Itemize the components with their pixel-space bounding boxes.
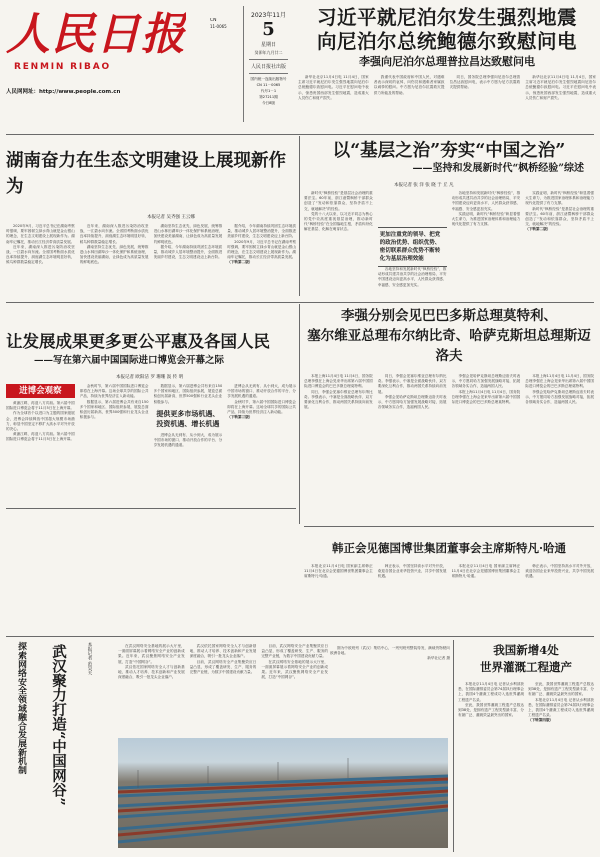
li-qiang-col-2: 同日，李强会见塞尔维亚总理布尔纳比奇。李强表示，中塞是全面战略伙伴，双方要深化互利合作，推动两国关系持续向前发展。 李强会见哈萨克斯坦总理斯迈洛夫时表示，中方愿同哈方加强发展战略对接，拓展各领域务实合作，造福两国人民。 [377,374,447,410]
divider-v-heritage [453,640,454,852]
fengqiao-col-4: 实践证明，新时代“枫桥经验”彰显着强大生命力，为推进国家治理体系和治理能力现代化提供了有力支撑。 新时代“枫桥经验”是基层社会治理的重要法宝。60年前，浙江诸暨枫桥干部群众创造了“发动和依靠群众，坚持矛盾不上交，就地解决”的经验。 （下转第二版） [525,191,594,232]
photo-credit: 新华社记者 摄 [427,656,450,661]
divider-v-mid [299,136,300,296]
train-tracks-graphic [118,738,448,848]
ciie-col-3: 数据显示，第六届进博会共有来自150多个国家和地区、国际组织参展，展览总面积创历届新高，世界500强和行业龙头企业积极参与。 提供更多市场机遇、投资机遇、增长机遇 进博会从无到有、从小到大，成为展示中国市场的窗口、推动开放合作的平台、分享发展机遇的通道。 [153,384,223,448]
li-qiang-title-1[interactable]: 李强分别会见巴巴多斯总理莫特利、 [341,308,557,324]
german-title[interactable]: 韩正会见德国博世集团董事会主席斯特凡·哈通 [331,541,566,555]
heritage-title-1[interactable]: 我国新增4处 [493,643,559,657]
hunan-story [6,140,296,300]
lead-col-3: 同日，国务院总理李强向尼泊尔总理普拉昌达致慰问电，表示中方愿为尼方抗震救灾提供帮助。 [449,75,521,90]
publisher: 人民日报社出版 [250,63,286,70]
photo-caption: 图为中欧班列（武汉）集结中心，一列列班列整装待发，满载货物驶向欧洲各地。 新华社记者 摄 [330,646,450,661]
fengqiao-continued[interactable]: （下转第二版） [525,227,551,232]
hunan-col-4: 据介绍，今年湖南持续巩固生态环境质量，推动城乡人居环境整治提升，全面推进美丽乡村建设，生态文明建设迈上新台阶。 2020年9月，习近平总书记在湖南考察时强调，要牢固树立绿水青山就是金山银山的理念，在生态文明建设上展现新作为。湖南牢记嘱托，推动长江经济带高质量发展。 （下转第二版） [227,224,296,265]
li-qiang-title-2[interactable]: 塞尔维亚总理布尔纳比奇、哈萨克斯坦总理斯迈洛夫 [307,328,591,364]
ciie-subtitle: ——写在第六届中国国际进口博览会开幕之际 [34,355,225,366]
heritage-continued[interactable]: （下转第四版） [528,718,554,723]
ciie-continued[interactable]: （下转第三版） [227,415,253,420]
german-col-2: 韩正表示，中国坚持高水平对外开放，欢迎各国企业来华投资兴业，共享中国发展机遇。 [377,564,447,579]
fengqiao-subtitle: ——坚持和发展新时代“枫桥经验”综述 [412,163,584,174]
hunan-col-2: 近年来，湖南深入推进污染防治攻坚战，一江碧水向东流。全省国考断面水质优良率持续提升，洞庭湖生态环境明显好转，候鸟种群数量稳定增长。 湖南坚持生态优先、绿色发展，统筹推进山水林田湖草沙一体化保护和系统治理，加快建设美丽湖南，让绿色成为高质量发展的鲜明底色。 [79,224,149,265]
ciie-subhead: 提供更多市场机遇、投资机遇、增长机遇 [156,408,220,428]
website-line[interactable]: 人民网网址：http://www.people.com.cn [6,89,121,95]
cn-number-stack [210,18,238,74]
lead-subtitle: 李强向尼泊尔总理普拉昌达致慰问电 [359,55,535,68]
fengqiao-col-2: 更加注重党的领导、把党的政治优势、组织优势、密切联系群众优势不断转化为基层治理效能 各地坚持和发展新时代“枫桥经验”，推动形成共建共治共享的社会治理格局，平安中国建设迈向更高水平，人民群众获得感、幸福感、安全感更加充实。 [378,191,447,300]
ciie-title[interactable]: 让发展成果更多更公平惠及各国人民 [6,332,270,351]
german-col-3: 本报北京11月4日电 国家副主席韩正11月4日在北京会见德国博世集团董事会主席斯特凡·哈通。 [451,564,521,579]
german-col-1: 本报北京11月4日电 国家副主席韩正11月4日在北京会见德国博世集团董事会主席斯特凡·哈通。 [304,564,373,579]
lead-col-4: 新华社北京11月4日电 11月4日，国家主席习近平就尼泊尔发生强烈地震向尼泊尔总统鲍德尔致慰问电。习近平在慰问电中表示，惊悉贵国西部发生强烈地震，造成重大人员伤亡和财产损失。 [525,75,596,100]
divider-top [6,134,594,135]
rail-yard-photo[interactable] [118,738,448,848]
fengqiao-story [304,140,594,300]
code-4: 第27211期 [259,95,278,99]
hunan-col-3: 湖南坚持生态优先、绿色发展，统筹推进山水林田湖草沙一体化保护和系统治理，加快建设美丽湖南，让绿色成为高质量发展的鲜明底色。 据介绍，今年湖南持续巩固生态环境质量，推动城乡人居环境整治提升，全面推进美丽乡村建设，生态文明建设迈上新台阶。 [153,224,223,260]
divider-v-mid-2 [299,304,300,524]
lead-title-2[interactable]: 向尼泊尔总统鲍德尔致慰问电 [316,30,577,53]
lead-col-1: 新华社北京11月4日电 11月4日，国家主席习近平就尼泊尔发生强烈地震向尼泊尔总统鲍德尔致慰问电。习近平在慰问电中表示，惊悉贵国西部发生强烈地震，造成重大人员伤亡和财产损失。 [298,75,369,100]
wuhan-col-2: 武汉依托国家网络安全人才与创新基地，推动人才培养、技术创新和产业发展深度融合，吸引一批龙头企业落户。 目前，武汉网络安全产业集聚效应日益凸显，形成了覆盖研发、生产、服务的完整产业链，为数字中国建设贡献力量。 [189,644,257,675]
li-qiang-story [304,306,594,526]
hunan-byline: 本报记者 吴齐强 王云娜 [147,215,195,220]
fengqiao-boxhead: 更加注重党的领导、把党的政治优势、组织优势、密切联系群众优势不断转化为基层治理效能 [378,227,447,267]
wuhan-col-3: 目前，武汉网络安全产业集聚效应日益凸显，形成了覆盖研发、生产、服务的完整产业链，为数字中国建设贡献力量。 在武汉网络安全基地的展示大厅里，一面面屏幕展示着网络安全产业的创新成果。近年来，武汉聚焦网络安全产业发展，打造“中国网谷”。 [261,644,328,680]
commentary-badge[interactable]: 进博会观察 [6,384,75,398]
fengqiao-col-1: 新时代“枫桥经验”是基层社会治理的重要法宝。60年前，浙江诸暨枫桥干部群众创造了“发动和依靠群众，坚持矛盾不上交，就地解决”的经验。 党的十八大以来，以习近平同志为核心的党中央高度重视基层治理，推动新时代“枫桥经验”在全国落地生根，矛盾纠纷化解在基层、化解在萌芽状态。 [304,191,373,232]
commentary-col: 进博会观察 黄浦江畔，再迎八方宾朋。第六届中国国际进口博览会将于11月5日在上海开幕。 作为全球首个以进口为主题的国家级展会，进博会持续释放中国超大规模市场潜力，彰显中国坚定不移扩大高水平对外开放的决心。 黄浦江畔，再迎八方宾朋。第六届中国国际进口博览会将于11月5日在上海开幕。 [6,386,75,442]
cn-prefix: CN [210,18,217,23]
weekday: 星期日 [260,42,276,48]
heritage-col-1: 本报北京11月4日电 记者从水利部获悉，在国际灌排委员会第74届执行理事会上，我国4个灌溉工程成功入选世界灌溉工程遗产名录。 至此，我国世界灌溉工程遗产总数达到38处，是拥有遗产工程类型最丰富、分布最广泛、灌溉效益最突出的国家。 [458,682,524,718]
fengqiao-title[interactable]: 以“基层之治”夯实“中国之治” [332,141,566,161]
ciie-story [6,330,296,636]
date-box [243,6,293,122]
li-qiang-col-4: 本报上海11月4日电 11月4日，国务院总理李强在上海会见来华出席第六届中国国际进口博览会的巴巴多斯总理莫特利。 李强会见哈萨克斯坦总理斯迈洛夫时表示，中方愿同哈方加强发展战略对接，拓展各领域务实合作，造福两国人民。 [525,374,594,405]
wuhan-story [6,640,116,854]
fengqiao-byline: 本报记者 张 洋 张 晓 于 丘 凡 [394,183,454,188]
li-qiang-col-3: 李强会见哈萨克斯坦总理斯迈洛夫时表示，中方愿同哈方加强发展战略对接，拓展各领域务实合作，造福两国人民。 本报上海11月4日电 11月4日，国务院总理李强在上海会见来华出席第六届中国国际进口博览会的巴巴多斯总理莫特利。 [451,374,521,405]
code-5: 今日8版 [261,101,276,105]
hunan-title[interactable]: 湖南奋力在生态文明建设上展现新作为 [6,151,286,197]
lead-story [298,6,596,130]
ciie-col-2: 金秋时节，第六届中国国际进口博览会即将在上海开幕。这场全球共享的国际公共产品，持续为世界经济注入新动能。 数据显示，第六届进博会共有来自150多个国家和地区、国际组织参展，展览总面积创历届新高，世界500强和行业龙头企业积极参与。 [79,384,149,420]
lead-title-1[interactable]: 习近平就尼泊尔发生强烈地震 [316,6,577,29]
divider-mid [6,302,594,303]
wuhan-body [118,644,328,734]
heritage-story [458,642,594,854]
logo-pinyin: RENMIN RIBAO [14,62,111,72]
ciie-col-4: 进博会从无到有、从小到大，成为展示中国市场的窗口、推动开放合作的平台、分享发展机遇的通道。 金秋时节，第六届中国国际进口博览会即将在上海开幕。这场全球共享的国际公共产品，持续为世界经济注入新动能。 （下转第三版） [227,384,296,420]
german-col-4: 韩正表示，中国坚持高水平对外开放，欢迎各国企业来华投资兴业，共享中国发展机遇。 [525,564,594,579]
divider-lower [6,636,594,637]
newspaper-logo: 人民日报 [6,9,186,60]
wuhan-title[interactable]: 武汉聚力打造“中国网谷” [50,644,67,806]
hunan-col-1: 2020年9月，习近平总书记在湖南考察时强调，要牢固树立绿水青山就是金山银山的理念，在生态文明建设上展现新作为。湖南牢记嘱托，推动长江经济带高质量发展。 近年来，湖南深入推进污染防治攻坚战，一江碧水向东流。全省国考断面水质优良率持续提升，洞庭湖生态环境明显好转，候鸟种群数量稳定增长。 [6,224,75,265]
ciie-byline: 本报记者 欧阳洁 罗 珊珊 汲 传 明 [116,375,184,380]
lead-col-2: 我谨代表中国政府和中国人民，对遇难者表示深切的哀悼，向伤员和遇难者家属致以诚挚的慰问。中方愿为尼泊尔抗震救灾提供力所能及的帮助。 [373,75,445,95]
divider-ciie [6,508,296,509]
li-qiang-col-1: 本报上海11月4日电 11月4日，国务院总理李强在上海会见来华出席第六届中国国际进口博览会的巴巴多斯总理莫特利。 同日，李强会见塞尔维亚总理布尔纳比奇。李强表示，中塞是全面战略伙伴，双方要深化互利合作，推动两国关系持续向前发展。 [304,374,373,410]
heritage-title-2[interactable]: 世界灌溉工程遗产 [480,660,572,674]
german-story [304,534,594,634]
code-2: CN 11－0065 [256,83,281,87]
heritage-col-2: 至此，我国世界灌溉工程遗产总数达到38处，是拥有遗产工程类型最丰富、分布最广泛、灌溉效益最突出的国家。 本报北京11月4日电 记者从水利部获悉，在国际灌排委员会第74届执行理事会上，我国4个灌溉工程成功入选世界灌溉工程遗产名录。 （下转第四版） [528,682,594,723]
wuhan-subtitle: 探索网络安全领域融合发展新机制 [16,642,26,774]
code-3: 代号1－1 [260,89,277,93]
cn-sub: 11-0065 [210,24,227,29]
lunar-date: 癸卯年九月廿二 [254,50,283,55]
year-month: 2023年11月 [251,12,286,19]
divider-li [304,526,594,527]
fengqiao-col-3: 各地坚持和发展新时代“枫桥经验”，推动形成共建共治共享的社会治理格局，平安中国建设迈向更高水平，人民群众获得感、幸福感、安全感更加充实。 实践证明，新时代“枫桥经验”彰显着强大生命力，为推进国家治理体系和治理能力现代化提供了有力支撑。 [451,191,521,227]
code-1: 国内统一连续出版物号 [250,77,287,81]
masthead-logo [6,6,186,76]
wuhan-byline: 本报记者 范昊天 [87,642,92,675]
day-number: 5 [262,19,275,40]
wuhan-col-1: 在武汉网络安全基地的展示大厅里，一面面屏幕展示着网络安全产业的创新成果。近年来，武汉聚焦网络安全产业发展，打造“中国网谷”。 武汉依托国家网络安全人才与创新基地，推动人才培养、技术创新和产业发展深度融合，吸引一批龙头企业落户。 [118,644,185,680]
hunan-continued[interactable]: （下转第二版） [227,260,253,265]
